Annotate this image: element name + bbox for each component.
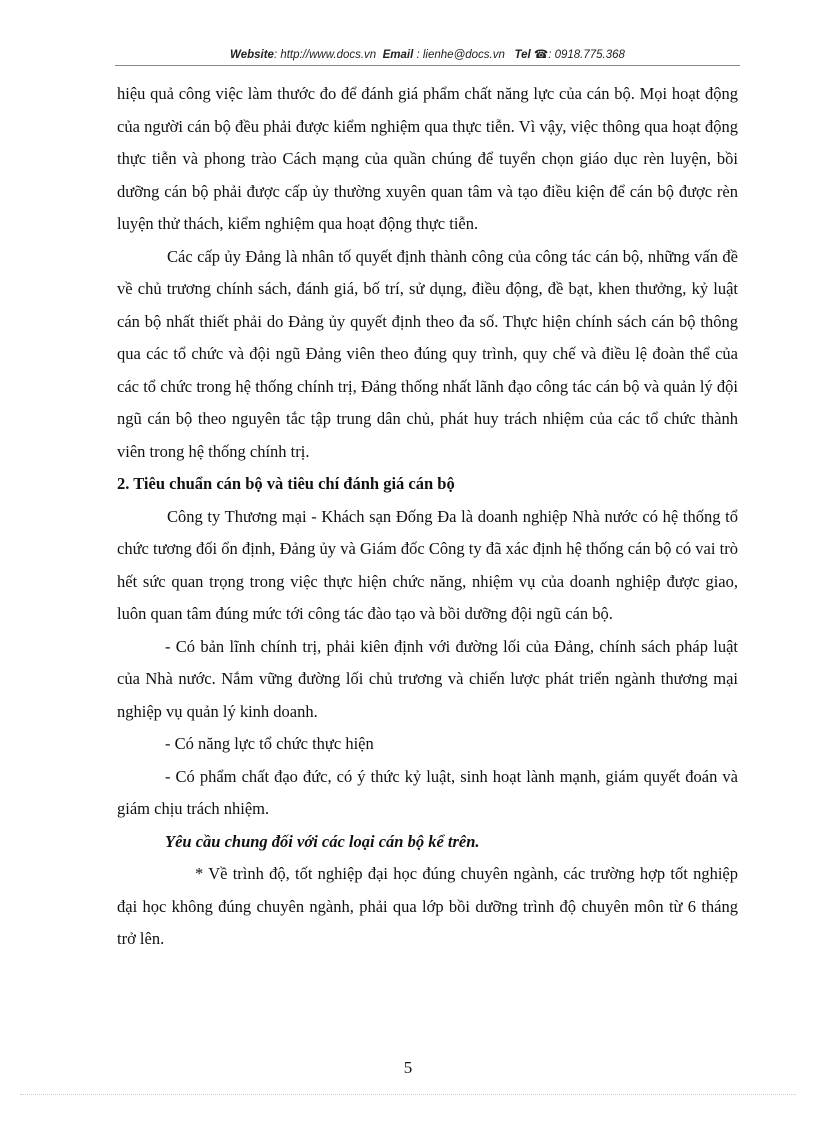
email-value: : lienhe@docs.vn (416, 49, 505, 61)
bullet-item-1: - Có bản lĩnh chính trị, phải kiên định với đường lối của Đảng, chính sách pháp luật của Nhà nước. Nắm vững đường lối chủ trương và chiến lược phát triển ngành thương mại nghiệp vụ quản lý kinh doanh. (117, 636, 738, 721)
paragraph-1: hiệu quả công việc làm thước đo để đánh giá phẩm chất năng lực của cán bộ. Mọi hoạt động của người cán bộ đều phải được kiểm nghiệm qua thực tiễn. Vì vậy, việc thông qua hoạt động thực tiễn và phong trào Cách mạng của quần chúng để tuyển chọn giáo dục rèn luyện, bồi dưỡng cán bộ phải được cấp ủy thường xuyên quan tâm và tạo điều kiện để cán bộ được rèn luyện thử thách, kiểm nghiệm qua hoạt động thực tiễn. (117, 84, 738, 233)
document-body (117, 78, 738, 956)
header-divider (115, 65, 740, 66)
paragraph-4: * Về trình độ, tốt nghiệp đại học đúng chuyên ngành, các trường hợp tốt nghiệp đại học không đúng chuyên ngành, phải qua lớp bồi dưỡng trình độ chuyên môn từ 6 tháng trở lên. (117, 864, 738, 948)
page-header (115, 47, 740, 61)
phone-icon: ☎ (533, 49, 549, 61)
requirement-heading: Yêu cầu chung đối với các loại cán bộ kể trên. (165, 831, 480, 851)
email-label: Email (382, 49, 414, 61)
page-number: 5 (403, 1058, 413, 1077)
section-heading: 2. Tiêu chuẩn cán bộ và tiêu chí đánh giá cán bộ (117, 474, 455, 493)
website-value: : http://www.docs.vn (273, 49, 377, 61)
bullet-item-2: - Có năng lực tổ chức thực hiện (165, 734, 374, 753)
bullet-item-3: - Có phẩm chất đạo đức, có ý thức kỷ luật, sinh hoạt lành mạnh, giám quyết đoán và giám chịu trách nhiệm. (117, 766, 738, 818)
paragraph-2: Các cấp ủy Đảng là nhân tố quyết định thành công của công tác cán bộ, những vấn đề về chủ trương chính sách, đánh giá, bố trí, sử dụng, điều động, đề bạt, khen thưởng, kỷ luật cán bộ nhất thiết phải do Đảng ủy quyết định theo đa số. Thực hiện chính sách cán bộ thông qua các tổ chức và đội ngũ Đảng viên theo đúng quy trình, quy chế và điều lệ đoàn thể của các tổ chức trong hệ thống chính trị, Đảng thống nhất lãnh đạo công tác cán bộ và quản lý đội ngũ cán bộ theo nguyên tắc tập trung dân chủ, phát huy trách nhiệm của các tổ chức thành viên trong hệ thống chính trị. (117, 246, 738, 461)
tel-label: Tel (514, 49, 531, 61)
paragraph-3: Công ty Thương mại - Khách sạn Đống Đa là doanh nghiệp Nhà nước có hệ thống tổ chức tương đối ổn định, Đảng ủy và Giám đốc Công ty đã xác định hệ thống cán bộ có vai trò hết sức quan trọng trong việc thực hiện chức năng, nhiệm vụ của doanh nghiệp được giao, luôn quan tâm đúng mức tới công tác đào tạo và bồi dưỡng đội ngũ cán bộ. (117, 506, 738, 623)
footer-divider (20, 1094, 796, 1095)
tel-value: : 0918.775.368 (548, 49, 625, 61)
website-label: Website (230, 49, 274, 61)
